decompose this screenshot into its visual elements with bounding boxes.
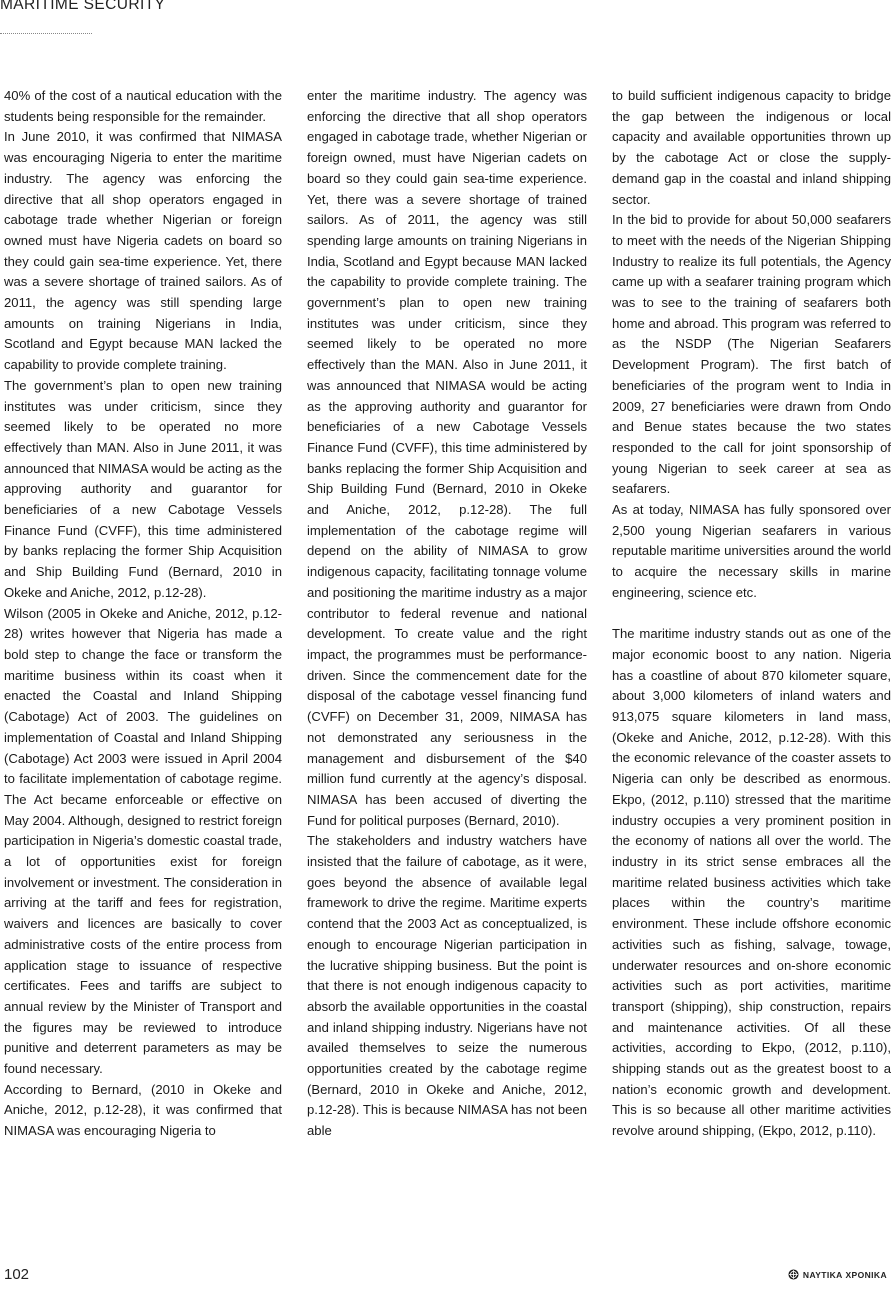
paragraph: In the bid to provide for about 50,000 seafarers to meet with the needs of the Nigerian Shipping Industry to realize its full potentials, the Agency came up with a seafarer training program which was to see to the training of seafarers both home and abroad. This program was referred to as the NSDP (The Nigerian Seafarers Development Program). The first batch of beneficiaries of the program went to India in 2009, 27 beneficiaries were drawn from Ondo and Benue states because the two states responded to the call for joint sponsorship of young Nigerian to seek career at sea as seafarers. xyxy=(612,212,891,497)
paragraph: enter the maritime industry. The agency was enforcing the directive that all shop operators engaged in cabotage trade, whether Nigerian or foreign owned, must have Nigerian cadets on board so they could gain sea-time experience. Yet, there was a severe shortage of trained sailors. As of 2011, the agency was still spending large amounts on training Nigerians in India, Scotland and Egypt because MAN lacked the capability to provide complete training. The government’s plan to open new training institutes was under criticism, since they seemed likely to be operated no more effectively than the MAN. Also in June 2011, it was announced that NIMASA would be acting as the approving authority and guarantor for beneficiaries of a new Cabotage Vessels Finance Fund (CVFF), this time administered by banks replacing the former Ship Acquisition and Ship Building Fund (Bernard, 2010 in Okeke and Aniche, 2012, p.12-28). The full implementation of the cabotage regime will depend on the ability of NIMASA to grow indigenous capacity, facilitating tonnage volume and positioning the maritime industry as a major contributor to federal revenue and national development. To create value and the right impact, the programmes must be performance-driven. Since the commencement date for the disposal of the cabotage vessel financing fund (CVFF) on December 31, 2009, NIMASA has not demonstrated any seriousness in the management and disbursement of the $40 million fund currently at the agency’s disposal. NIMASA has been accused of diverting the Fund for political purposes (Bernard, 2010). xyxy=(307,88,587,828)
paragraph: The stakeholders and industry watchers have insisted that the failure of cabotage, as it were, goes beyond the absence of available legal framework to drive the regime. Maritime experts contend that the 2003 Act as conceptualized, is enough to encourage Nigerian participation in the lucrative shipping business. But the point is that there is not enough indigenous capacity to absorb the available opportunities in the coastal and inland shipping industry. Nigerians have not availed themselves to seize the numerous opportunities created by the cabotage regime (Bernard, 2010 in Okeke and Aniche, 2012, p.12-28). This is because NIMASA has not been able xyxy=(307,833,587,1139)
publication-name: ΝΑΥΤΙΚΑ ΧΡΟΝΙΚΑ xyxy=(802,1269,887,1280)
text-column-3 xyxy=(612,86,891,1246)
text-column-1 xyxy=(4,86,282,1246)
ship-wheel-icon xyxy=(788,1269,799,1280)
paragraph: to build sufficient indigenous capacity to bridge the gap between the indigenous or local capacity and available opportunities thrown up by the cabotage Act or close the supply-demand gap in the coastal and inland shipping sector. xyxy=(612,88,891,207)
text-column-2 xyxy=(307,86,587,1246)
publication-brand xyxy=(788,1269,887,1280)
paragraph: The government’s plan to open new training institutes was under criticism, since they seemed likely to be operated no more effectively than MAN. Also in June 2011, it was announced that NIMASA would be acting as the approving authority and guarantor for beneficiaries of a new Cabotage Vessels Finance Fund (CVFF), this time administered by banks replacing the former Ship Acquisition and Ship Building Fund (Bernard, 2010 in Okeke and Aniche, 2012, p.12-28). xyxy=(4,377,282,600)
paragraph: The maritime industry stands out as one of the major economic boost to any nation. Nigeria has a coastline of about 870 kilometer square, about 3,000 kilometers of inland waters and 913,075 square kilometers in land mass, (Okeke and Aniche, 2012, p.12-28). With this the economic relevance of the coaster assets to Nigeria can only be described as enormous. Ekpo, (2012, p.110) stressed that the maritime industry occupies a very prominent position in the economy of nations all over the world. The industry in its strict sense embraces all the maritime related business activities which take places within the country’s maritime environment. These include offshore economic activities such as fishing, salvage, towage, underwater resources and on-shore economic activities such as port activities, maritime transport (shipping), ship construction, repairs and maintenance activities. Of all these activities, according to Ekpo, (2012, p.110), shipping stands out as the greatest boost to a nation’s economic growth and development. This is so because all other maritime activities revolve around shipping, (Ekpo, 2012, p.110). xyxy=(612,626,891,1139)
section-header: MARITIME SECURITY xyxy=(0,0,166,13)
paragraph: In June 2010, it was confirmed that NIMASA was encouraging Nigeria to enter the maritime industry. The agency was enforcing the directive that all shop operators engaged in cabotage trade whether Nigerian or foreign owned must have Nigeria cadets on board so they could gain sea-time experience. Yet, there was a severe shortage of trained sailors. As of 2011, the agency was still spending large amounts on training Nigerians in India, Scotland and Egypt because MAN lacked the capability to provide complete training. xyxy=(4,129,282,373)
paragraph: As at today, NIMASA has fully sponsored over 2,500 young Nigerian seafarers in various reputable maritime universities around the world to acquire the necessary skills in marine engineering, science etc. xyxy=(612,502,891,600)
paragraph: According to Bernard, (2010 in Okeke and Aniche, 2012, p.12-28), it was confirmed that NIMASA was encouraging Nigeria to xyxy=(4,1081,282,1139)
paragraph: 40% of the cost of a nautical education with the students being responsible for the remainder. xyxy=(4,88,282,124)
header-dotted-rule xyxy=(0,33,92,34)
paragraph: Wilson (2005 in Okeke and Aniche, 2012, p.12-28) writes however that Nigeria has made a bold step to change the face or transform the maritime business within its coast when it enacted the Coastal and Inland Shipping (Cabotage) Act of 2003. The guidelines on implementation of Coastal and Inland Shipping (Cabotage) Act 2003 were issued in April 2004 to facilitate implementation of cabotage regime. The Act became enforceable or effective on May 2004. Although, designed to restrict foreign participation in Nigeria’s domestic coastal trade, a lot of opportunities exist for foreign involvement or investment. The consideration in arriving at the tariff and fees for registration, waivers and licences are basically to cover administrative costs of the entire process from application stage to issuance of respective certificates. Fees and tariffs are subject to annual review by the Minister of Transport and the figures may be reviewed to introduce punitive and deterrent parameters as may be found necessary. xyxy=(4,605,282,1077)
page-number: 102 xyxy=(4,1266,30,1283)
